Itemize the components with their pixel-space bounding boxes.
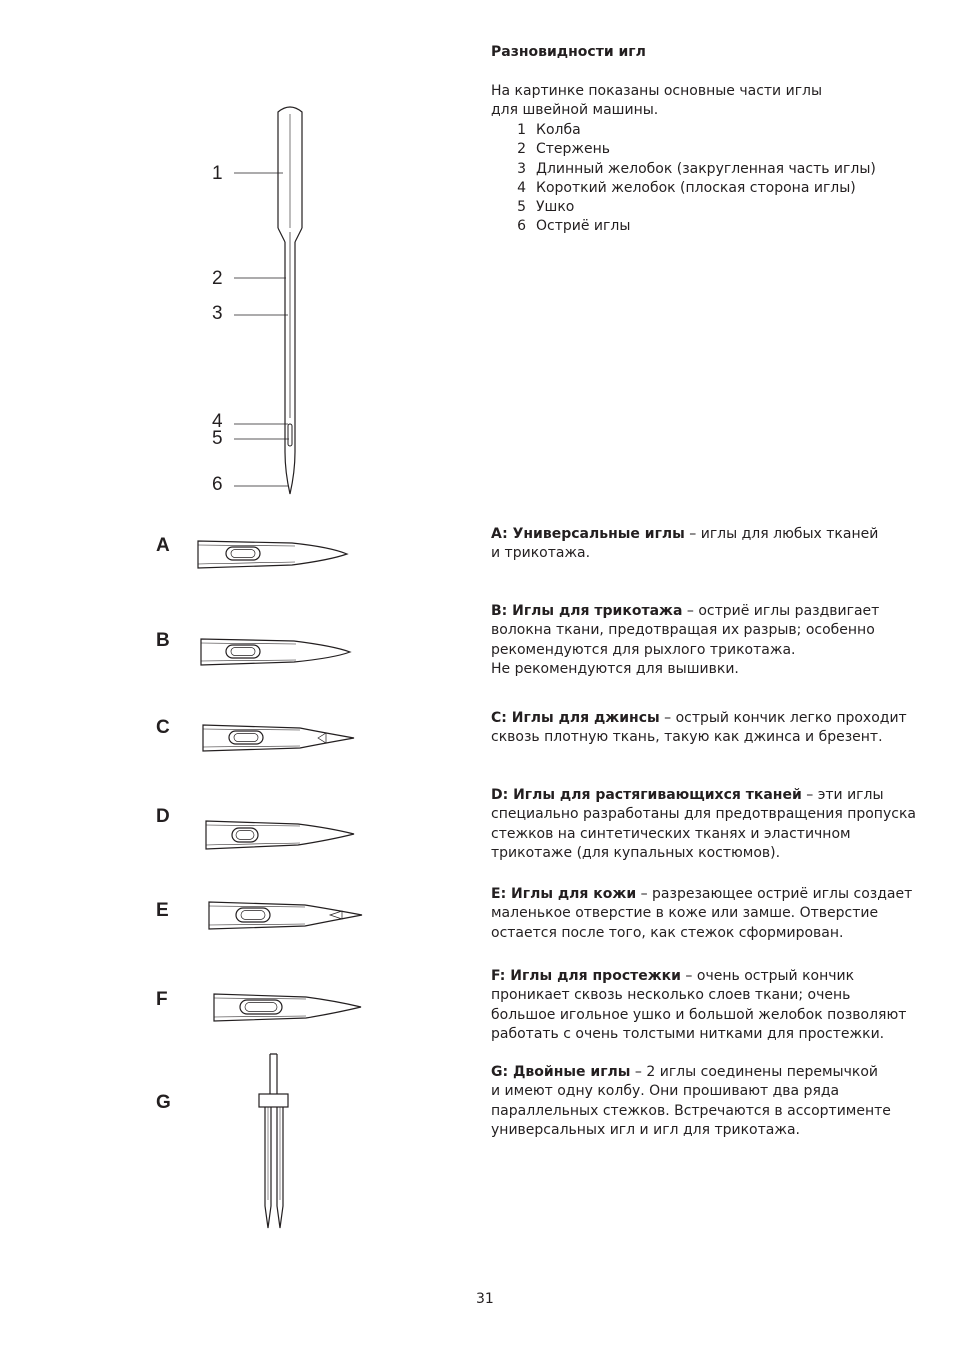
diagram-label-3: 3 <box>212 303 223 324</box>
dash: – <box>636 886 653 902</box>
needle-type-title: E: Иглы для кожи <box>491 886 637 902</box>
needle-type-d <box>491 786 931 863</box>
letter-d: D <box>156 806 170 827</box>
needle-type-title: G: Двойные иглы <box>491 1064 631 1080</box>
dash: – <box>659 710 676 726</box>
needle-type-title: B: Иглы для трикотажа <box>491 603 683 619</box>
description-line: и имеют одну колбу. Они прошивают два ряда <box>491 1083 840 1100</box>
needle-type-c <box>491 709 931 748</box>
part-number: 3 <box>517 160 526 177</box>
dash: – <box>801 787 818 803</box>
part-number: 2 <box>517 141 526 158</box>
needle-type-g <box>491 1063 931 1140</box>
diagram-label-1: 1 <box>212 163 223 184</box>
dash: – <box>682 603 699 619</box>
needle-type-title: C: Иглы для джинсы <box>491 710 660 726</box>
needle-tip-a <box>198 541 347 568</box>
description-line: проникает сквозь несколько слоев ткани; очень <box>491 987 851 1004</box>
description-line: волокна ткани, предотвращая их разрыв; особенно <box>491 622 875 639</box>
description-line: Не рекомендуются для вышивки. <box>491 660 739 677</box>
description-line: острый кончик легко проходит <box>675 710 907 726</box>
needle-type-b <box>491 602 931 679</box>
part-label: Остриё иглы <box>536 218 631 235</box>
description-line: разрезающее остриё иглы создает <box>652 886 913 902</box>
needle-type-title: A: Универсальные иглы <box>491 526 685 542</box>
part-label: Колба <box>536 122 581 138</box>
letter-f: F <box>156 989 168 1010</box>
needle-tip-e <box>209 902 362 929</box>
part-label: Короткий желобок (плоская сторона иглы) <box>536 179 856 196</box>
intro-text: На картинке показаны основные части иглы для швейной машины. <box>491 83 823 119</box>
description-line: универсальных игл и игл для трикотажа. <box>491 1121 800 1138</box>
description-line: трикотаже (для купальных костюмов). <box>491 844 781 861</box>
needle-type-title: F: Иглы для простежки <box>491 968 681 984</box>
description-line: остриё иглы раздвигает <box>698 603 880 619</box>
page-title: Разновидности игл <box>491 44 646 60</box>
part-number: 1 <box>517 122 526 138</box>
description-line: специально разработаны для предотвращения пропуска <box>491 806 916 823</box>
description-line: очень острый кончик <box>696 968 855 984</box>
part-number: 4 <box>517 179 526 196</box>
part-label: Стержень <box>536 141 611 158</box>
description-line: и трикотажа. <box>491 545 591 562</box>
needle-type-a <box>491 525 931 564</box>
needle-tip-c <box>203 725 354 751</box>
needle-tip-f <box>214 994 361 1021</box>
description-line: работать с очень толстыми нитками для простежки. <box>491 1025 885 1042</box>
letter-a: A <box>156 535 170 556</box>
letter-e: E <box>156 900 169 921</box>
description-line: остается после того, как стежок сформирован. <box>491 924 844 941</box>
needle-tip-d <box>206 821 354 849</box>
description-line: 2 иглы соединены перемычкой <box>646 1064 878 1080</box>
dash: – <box>630 1064 647 1080</box>
diagram-label-4: 4 <box>212 411 223 432</box>
diagram-label-6: 6 <box>212 474 223 495</box>
description-line: иглы для любых тканей <box>700 526 879 542</box>
part-number: 6 <box>517 218 526 235</box>
needle-type-f <box>491 967 931 1044</box>
part-label: Длинный желобок (закругленная часть иглы) <box>536 160 876 177</box>
needle-tip-g <box>259 1054 288 1228</box>
diagram-label-5: 5 <box>212 428 223 449</box>
description-line: стежков на синтетических тканях и эластичном <box>491 825 851 842</box>
dash: – <box>680 968 697 984</box>
description-line: большое игольное ушко и большой желобок позволяют <box>491 1006 907 1023</box>
part-label: Ушко <box>536 199 575 216</box>
needle-type-title: D: Иглы для растягивающихся тканей <box>491 787 802 803</box>
page-number: 31 <box>476 1291 494 1307</box>
part-number: 5 <box>517 199 526 216</box>
description-line: эти иглы <box>817 787 884 803</box>
description-line: маленькое отверстие в коже или замше. Отверстие <box>491 905 879 922</box>
letter-g: G <box>156 1092 171 1113</box>
needle-tip-b <box>201 639 350 665</box>
description-line: рекомендуются для рыхлого трикотажа. <box>491 641 796 658</box>
description-line: параллельных стежков. Встречаются в ассортименте <box>491 1102 891 1119</box>
letter-b: B <box>156 630 170 651</box>
dash: – <box>684 526 701 542</box>
diagram-label-2: 2 <box>212 268 223 289</box>
description-line: сквозь плотную ткань, такую как джинса и брезент. <box>491 729 883 746</box>
letter-c: C <box>156 717 170 738</box>
needle-type-e <box>491 885 931 943</box>
